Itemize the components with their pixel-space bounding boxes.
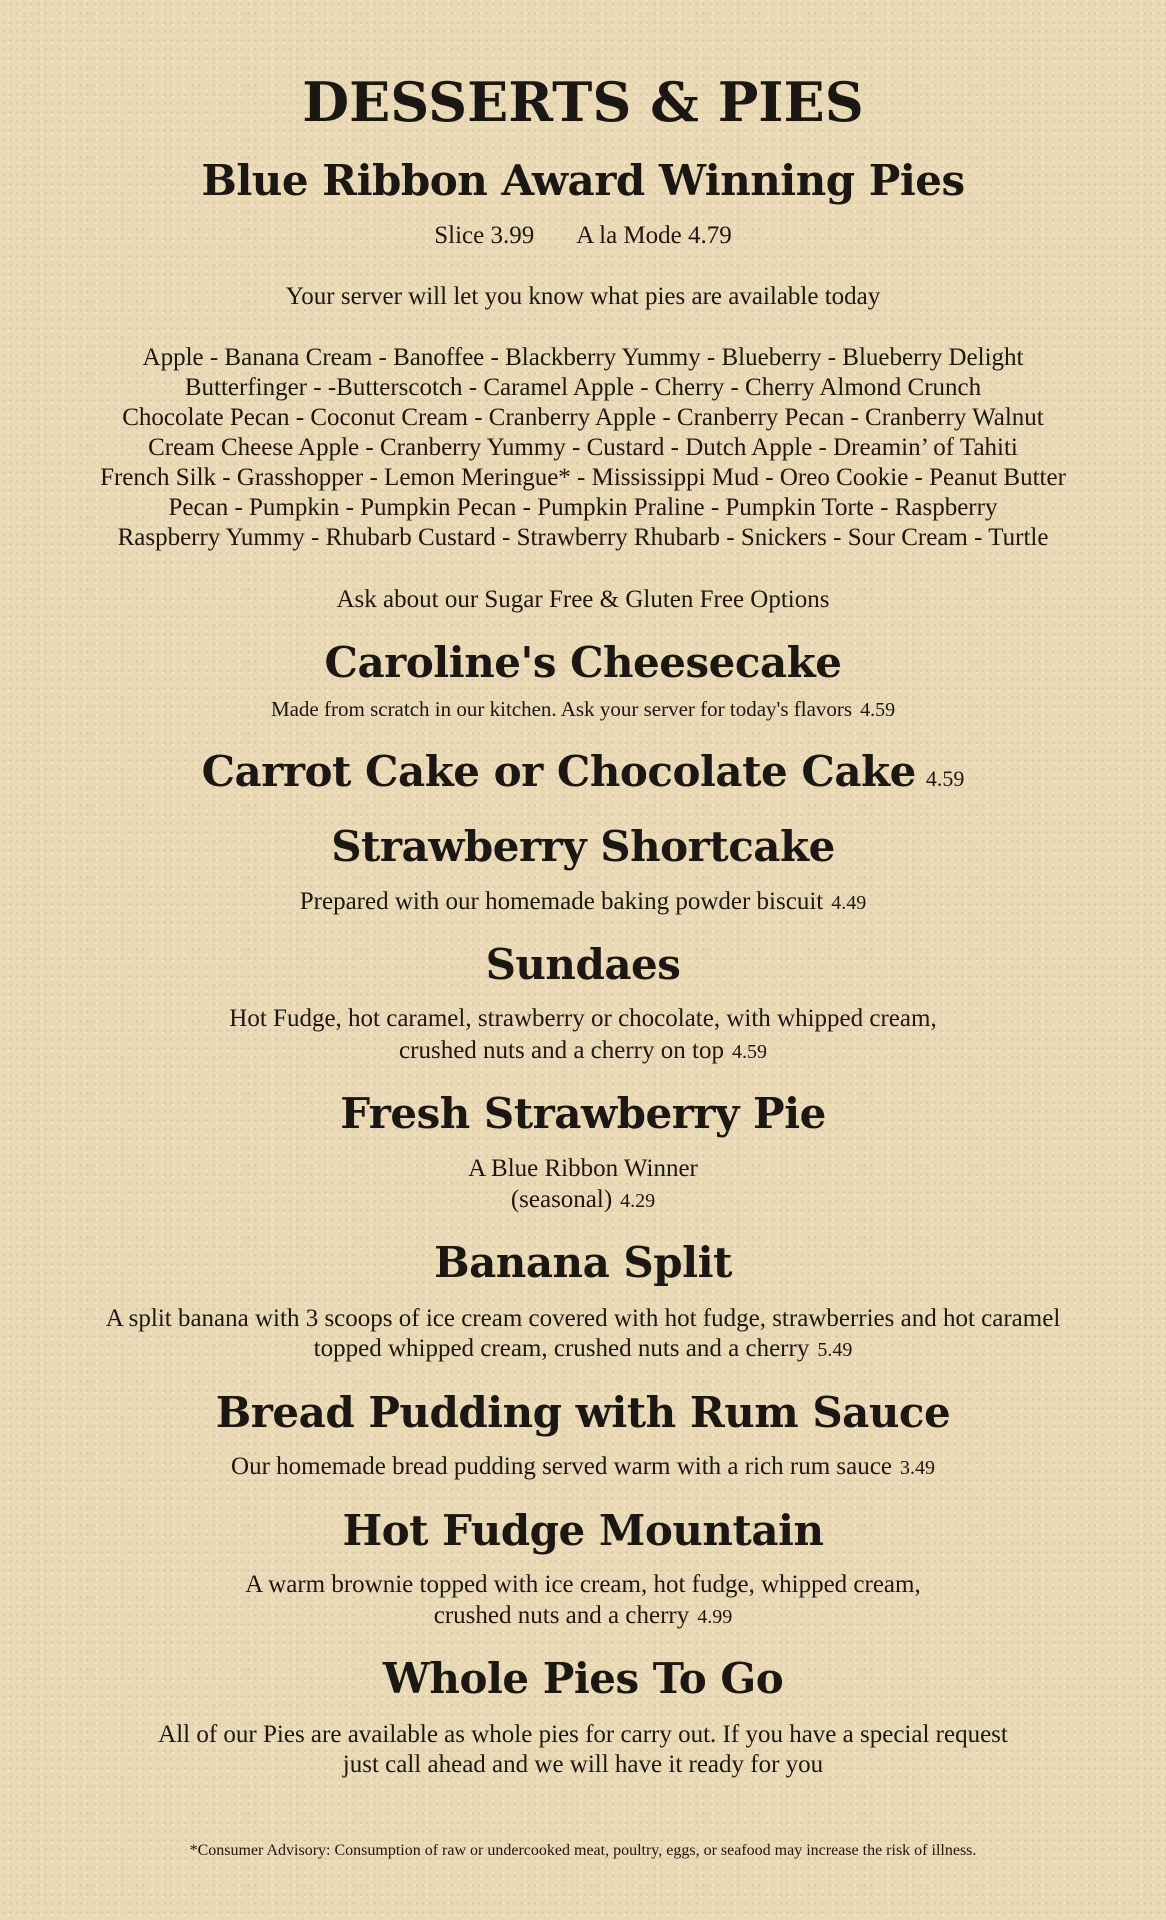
sundaes-desc-line1: Hot Fudge, hot caramel, strawberry or chocolate, with whipped cream, xyxy=(229,1005,937,1032)
fudge-mountain-price: 4.99 xyxy=(697,1606,733,1628)
fudge-mountain-title: Hot Fudge Mountain xyxy=(342,1506,824,1555)
consumer-advisory: *Consumer Advisory: Consumption of raw or undercooked meat, poultry, eggs, or seafood may increase the risk of illness. xyxy=(189,1842,977,1859)
fudge-mountain-desc-line2 xyxy=(0,1601,1166,1632)
pie-list-line: Butterfinger - -Butterscotch - Caramel Apple - Cherry - Cherry Almond Crunch xyxy=(184,374,982,401)
pie-list-line: Cream Cheese Apple - Cranberry Yummy - Custard - Dutch Apple - Dreamin’ of Tahiti xyxy=(148,434,1018,461)
slice-price: Slice 3.99 xyxy=(434,222,535,249)
bread-pudding-desc xyxy=(0,1452,1166,1483)
alamode-price: A la Mode 4.79 xyxy=(576,222,732,249)
strawberry-pie-desc-text: (seasonal) xyxy=(510,1186,613,1213)
whole-pies-desc-line1: All of our Pies are available as whole pies for carry out. If you have a special request xyxy=(158,1721,1008,1748)
page-title: DESSERTS & PIES xyxy=(302,70,864,134)
pies-note: Your server will let you know what pies are available today xyxy=(285,283,881,310)
cheesecake-price: 4.59 xyxy=(860,699,896,721)
strawberry-pie-desc-line1: A Blue Ribbon Winner xyxy=(468,1155,698,1182)
strawberry-pie-title: Fresh Strawberry Pie xyxy=(340,1089,826,1138)
cheesecake-desc-text: Made from scratch in our kitchen. Ask your server for today's flavors xyxy=(270,697,853,721)
bread-pudding-desc-text: Our homemade bread pudding served warm with a rich rum sauce xyxy=(231,1453,892,1480)
strawberry-pie-price: 4.29 xyxy=(620,1190,656,1212)
sundaes-desc-line2 xyxy=(0,1036,1166,1067)
pie-list-line: Raspberry Yummy - Rhubarb Custard - Strawberry Rhubarb - Snickers - Sour Cream - Turtle xyxy=(117,524,1049,551)
banana-split-desc-line1: A split banana with 3 scoops of ice cream covered with hot fudge, strawberries and hot caramel xyxy=(105,1305,1061,1332)
banana-split-price: 5.49 xyxy=(817,1339,853,1361)
shortcake-title: Strawberry Shortcake xyxy=(331,822,835,871)
pies-prices xyxy=(0,221,1166,251)
sundaes-title: Sundaes xyxy=(485,940,681,989)
cake-price: 4.59 xyxy=(925,766,965,791)
cheesecake-title: Caroline's Cheesecake xyxy=(324,638,842,687)
strawberry-pie-desc-line2 xyxy=(0,1185,1166,1216)
whole-pies-desc-line2: just call ahead and we will have it ready for you xyxy=(342,1751,824,1778)
banana-split-desc-line2 xyxy=(0,1334,1166,1365)
pie-list-line: Apple - Banana Cream - Banoffee - Blackberry Yummy - Blueberry - Blueberry Delight xyxy=(142,344,1024,371)
shortcake-price: 4.49 xyxy=(831,892,867,914)
shortcake-desc-text: Prepared with our homemade baking powder biscuit xyxy=(299,888,824,915)
pie-list-line: Pecan - Pumpkin - Pumpkin Pecan - Pumpkin Praline - Pumpkin Torte - Raspberry xyxy=(168,494,998,521)
pie-list-line: Chocolate Pecan - Coconut Cream - Cranberry Apple - Cranberry Pecan - Cranberry Walnut xyxy=(122,404,1044,431)
pies-title: Blue Ribbon Award Winning Pies xyxy=(201,156,965,205)
cake-title-text: Carrot Cake or Chocolate Cake xyxy=(201,747,916,796)
sundaes-desc-text: crushed nuts and a cherry on top xyxy=(399,1037,724,1064)
cake-title xyxy=(0,747,1166,796)
sundaes-price: 4.59 xyxy=(731,1041,767,1063)
cheesecake-desc xyxy=(0,694,1166,725)
whole-pies-title: Whole Pies To Go xyxy=(382,1654,784,1703)
dietary-options: Ask about our Sugar Free & Gluten Free Options xyxy=(336,586,830,613)
bread-pudding-price: 3.49 xyxy=(899,1457,935,1479)
bread-pudding-title: Bread Pudding with Rum Sauce xyxy=(215,1388,951,1437)
pie-list-line: French Silk - Grasshopper - Lemon Meringue* - Mississippi Mud - Oreo Cookie - Peanut Butter xyxy=(100,464,1066,491)
fudge-mountain-desc-text: crushed nuts and a cherry xyxy=(433,1602,690,1629)
banana-split-desc-text: topped whipped cream, crushed nuts and a cherry xyxy=(313,1335,810,1362)
fudge-mountain-desc-line1: A warm brownie topped with ice cream, hot fudge, whipped cream, xyxy=(245,1571,921,1598)
shortcake-desc xyxy=(0,887,1166,918)
banana-split-title: Banana Split xyxy=(434,1238,732,1287)
